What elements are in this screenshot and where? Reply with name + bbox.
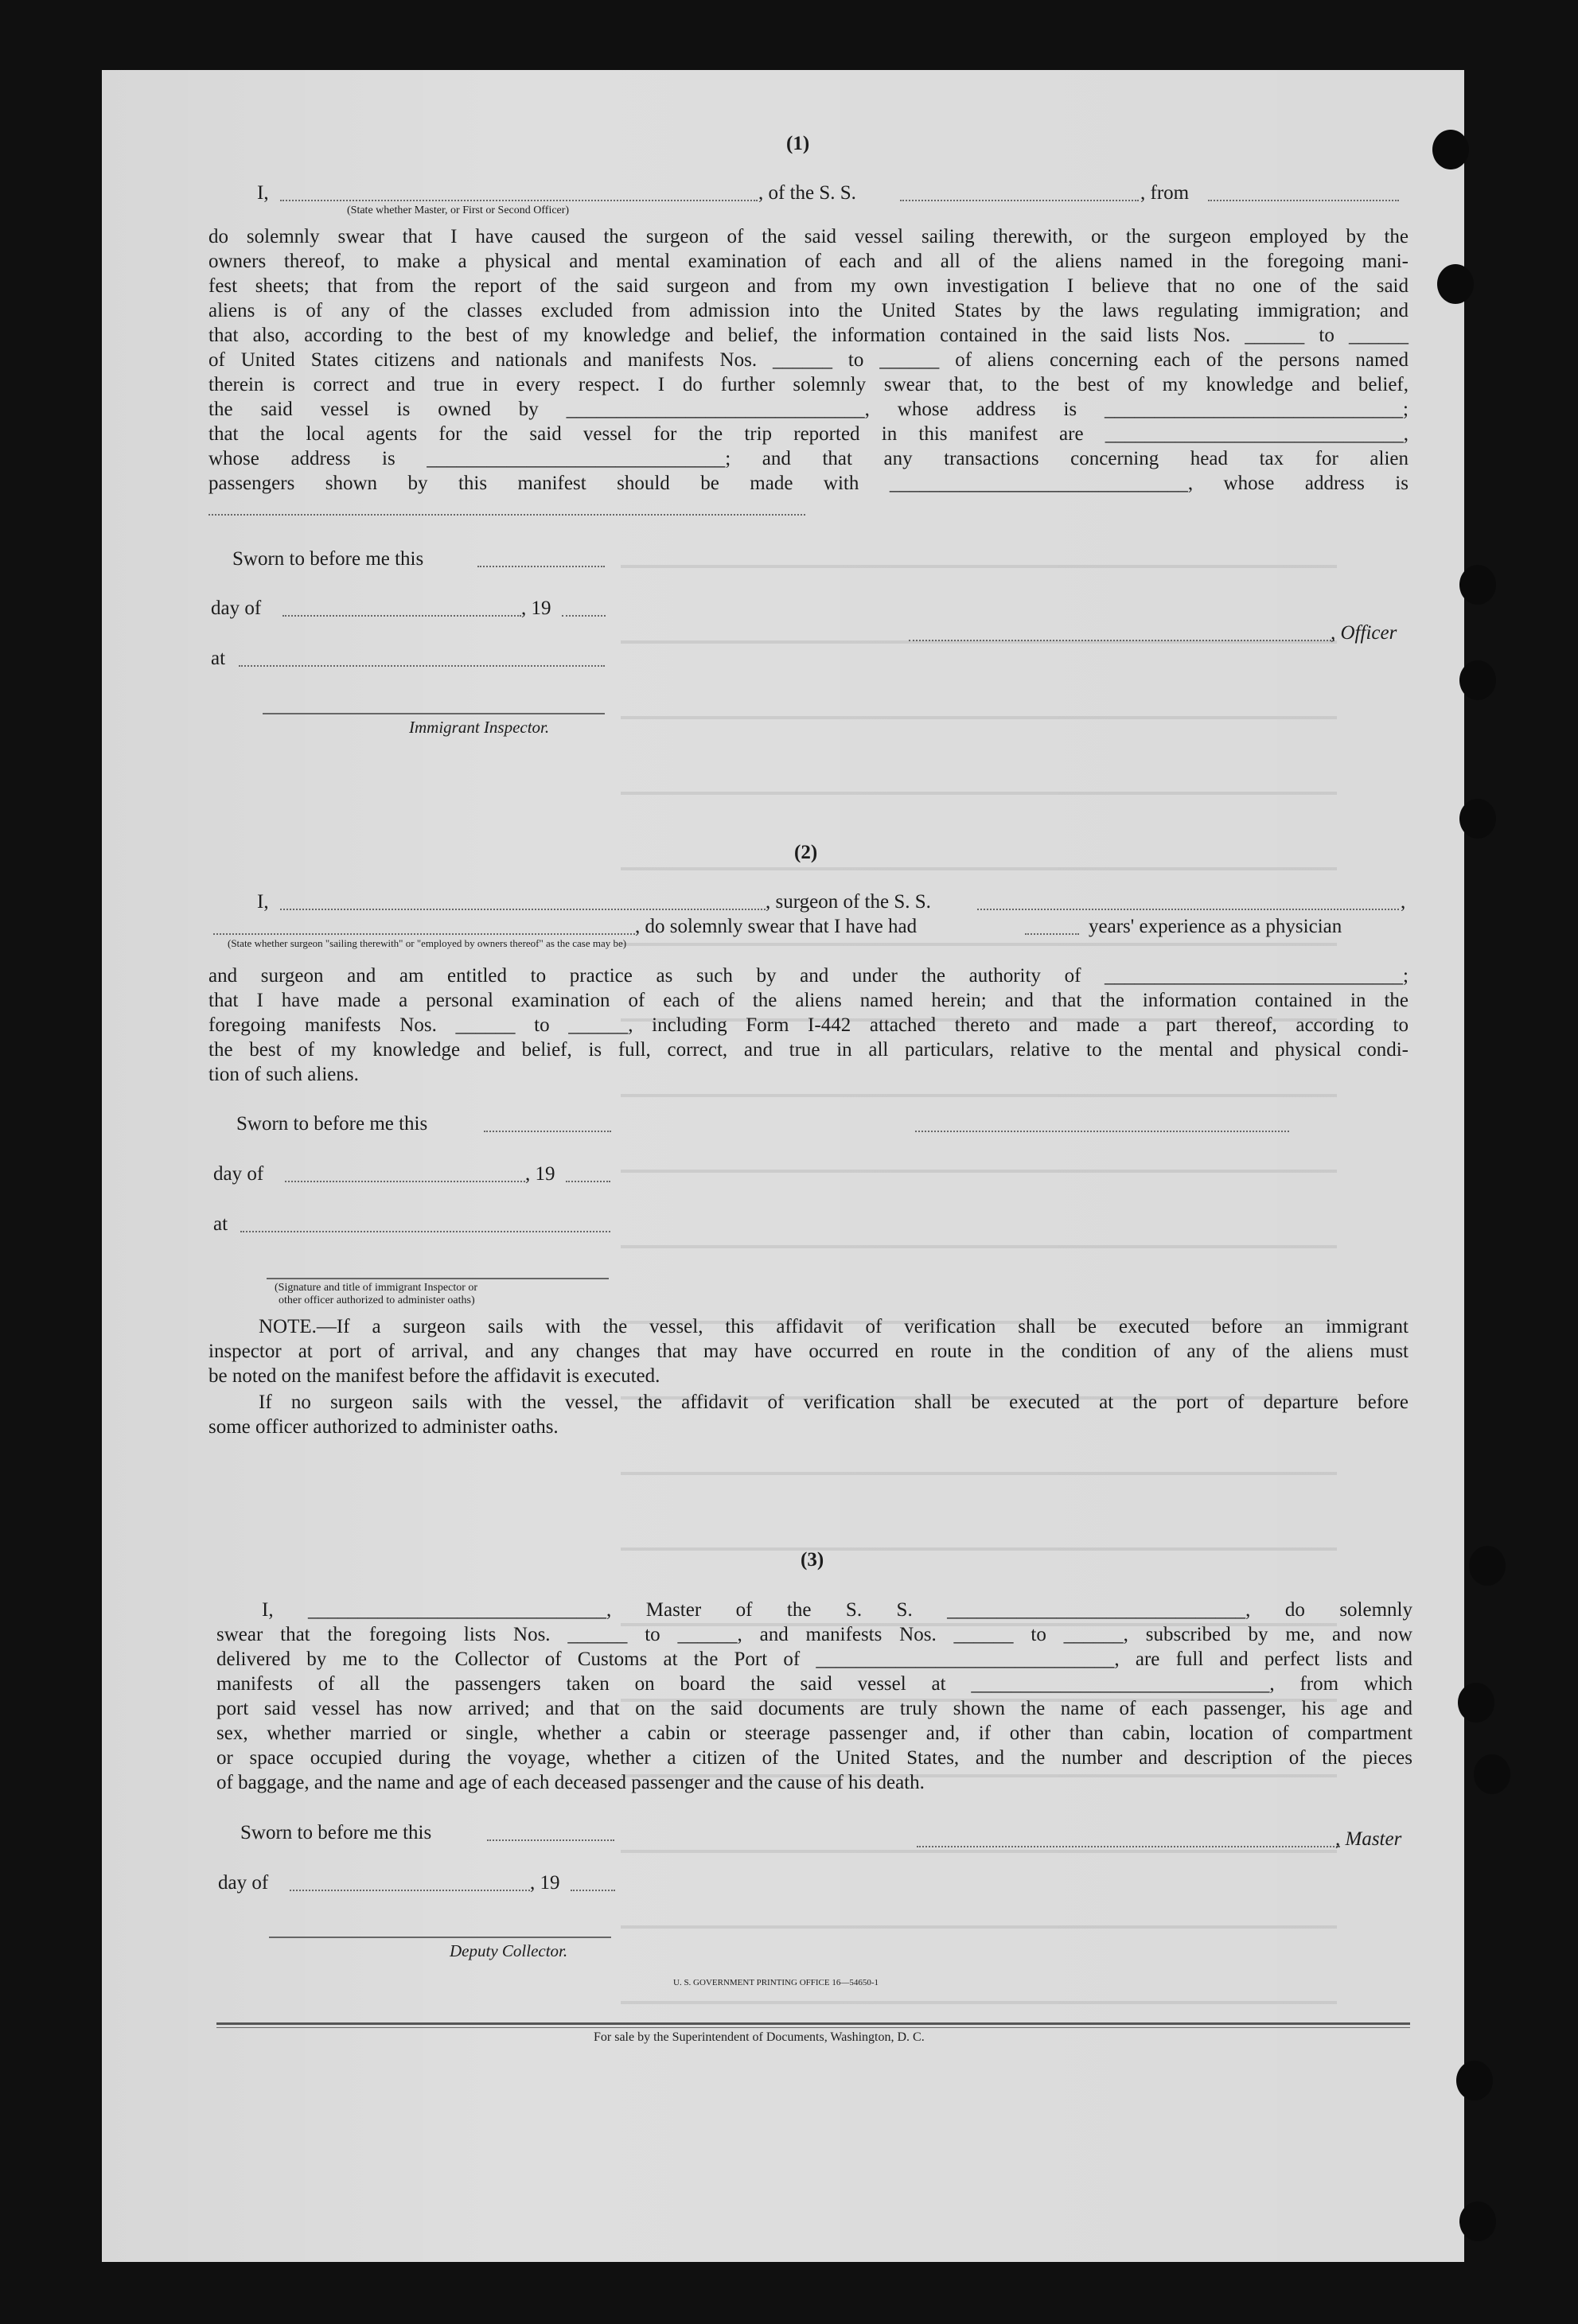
section-1-line: owners thereof, to make a physical and mental examination of each and all of the aliens named in the foregoing mani- (208, 251, 1409, 272)
note-line: NOTE.—If a surgeon sails with the vessel, this affidavit of verification shall be executed before an immigrant (259, 1316, 1409, 1337)
binder-hole (1458, 1683, 1494, 1723)
section-2-line: that I have made a personal examination of each of the aliens named herein; and that the information contained in the (208, 990, 1409, 1011)
note-line: If no surgeon sails with the vessel, the affidavit of verification shall be executed at the port of departure before (259, 1392, 1409, 1413)
section-3-line: manifests of all the passengers taken on board the said vessel at ______________________________, from which (216, 1673, 1412, 1695)
section-2-i-label: I, (257, 891, 269, 913)
vessel-name-line (900, 200, 1139, 201)
year-line (571, 1890, 615, 1891)
years-line (1025, 933, 1079, 935)
section-1-line: that also, according to the best of my knowledge and belief, the information contained in the said lists Nos. ______ to ______ (208, 325, 1409, 346)
section-1-line: fest sheets; that from the report of the said surgeon and from my own investigation I believe that no one of the said (208, 275, 1409, 297)
binder-hole (1459, 2201, 1496, 2241)
master-name-line (280, 200, 758, 201)
at-label: at (213, 1213, 228, 1235)
section-1-line: whose address is ______________________________; and that any transactions concerning head tax for alien (208, 448, 1409, 469)
sworn-line (487, 1839, 614, 1841)
section-1-line: the said vessel is owned by ______________________________, whose address is ______________________________; (208, 399, 1409, 420)
day-of-label: day of (218, 1872, 269, 1894)
binder-hole (1459, 660, 1496, 700)
sworn-label: Sworn to before me this (240, 1822, 432, 1843)
officer-signature-line (909, 640, 1334, 641)
section-1-line: do solemnly swear that I have caused the surgeon of the said vessel sailing therewith, or the surgeon employed by the (208, 226, 1409, 247)
at-label: at (211, 648, 226, 669)
section-1-line: passengers shown by this manifest should be made with ______________________________, whose address is (208, 473, 1409, 494)
section-1-line: aliens is of any of the classes excluded from admission into the United States by the laws regulating immigration; and (208, 300, 1409, 321)
at-line (240, 1231, 610, 1232)
section-2-line: tion of such aliens. (208, 1064, 359, 1085)
swear-label: , do solemnly swear that I have had (635, 916, 918, 937)
section-1-number: (1) (786, 133, 810, 154)
surgeon-witness-line (915, 1131, 1289, 1132)
surgeon-comma: , (1401, 891, 1406, 913)
signature-hint: (Signature and title of immigrant Inspector or (275, 1282, 478, 1294)
section-3-line: delivered by me to the Collector of Customs at the Port of ______________________________, are full and perfect lists and (216, 1649, 1412, 1670)
section-2-line: and surgeon and am entitled to practice as such by and under the authority of ______________________________; (208, 965, 1409, 987)
note-line: inspector at port of arrival, and any changes that may have occurred en route in the condition of any of the aliens must (208, 1341, 1409, 1362)
footer-rule (216, 2022, 1410, 2025)
note-line: be noted on the manifest before the affidavit is executed. (208, 1365, 660, 1387)
gpo-imprint: U. S. GOVERNMENT PRINTING OFFICE 16—54650-1 (673, 1978, 879, 1987)
of-ss-label: , of the S. S. (758, 182, 856, 204)
sale-notice: For sale by the Superintendent of Documents, Washington, D. C. (594, 2030, 925, 2044)
footer-rule (216, 2027, 1410, 2028)
section-3-line: or space occupied during the voyage, whether a citizen of the United States, and the number and description of the pieces (216, 1747, 1412, 1769)
section-1-line: therein is correct and true in every respect. I do further solemnly swear that, to the best of my knowledge and belief, (208, 374, 1409, 395)
role-hint: (State whether Master, or First or Second Officer) (347, 204, 570, 216)
signature-hint: other officer authorized to administer oaths) (279, 1294, 475, 1306)
section-3-line: of baggage, and the name and age of each deceased passenger and the cause of his death. (216, 1772, 925, 1793)
section-3-line: sex, whether married or single, whether a cabin or steerage passenger and, if other than cabin, location of compartment (216, 1723, 1412, 1744)
from-port-line (1208, 200, 1399, 201)
section-3-line: port said vessel has now arrived; and that on the said documents are truly shown the name of each passenger, his age and (216, 1698, 1412, 1719)
section-2-line: foregoing manifests Nos. ______ to ______, including Form I-442 attached thereto and made a part thereof, according to (208, 1014, 1409, 1036)
note-line: some officer authorized to administer oaths. (208, 1416, 559, 1438)
surgeon-role-line (213, 933, 635, 935)
officer-label: , Officer (1331, 622, 1397, 644)
year-label: , 19 (530, 1872, 560, 1894)
sworn-label: Sworn to before me this (232, 548, 424, 570)
year-label: , 19 (521, 598, 551, 619)
experience-label: years' experience as a physician (1089, 916, 1342, 937)
sworn-label: Sworn to before me this (236, 1113, 428, 1135)
year-line (566, 1181, 610, 1182)
from-label: , from (1140, 182, 1190, 204)
collector-signature-line (269, 1937, 611, 1938)
surgeon-hint: (State whether surgeon "sailing therewith" or "employed by owners thereof" as the case may be) (228, 937, 627, 949)
surgeon-vessel-line (977, 909, 1399, 910)
surgeon-name-line (280, 909, 766, 910)
day-line (285, 1181, 525, 1182)
surgeon-of-label: , surgeon of the S. S. (766, 891, 931, 913)
at-line (239, 665, 605, 667)
binder-hole (1437, 264, 1474, 304)
section-3-number: (3) (801, 1549, 824, 1571)
sworn-line (477, 566, 605, 567)
day-of-label: day of (213, 1163, 264, 1185)
year-label: , 19 (525, 1163, 555, 1185)
binder-hole (1459, 565, 1496, 605)
binder-hole (1432, 130, 1469, 169)
section-3-line: swear that the foregoing lists Nos. ______ to ______, and manifests Nos. ______ to ______, subscribed by me, and now (216, 1624, 1412, 1645)
agent-address-line (208, 514, 805, 516)
binder-hole (1469, 1546, 1506, 1586)
day-line (290, 1890, 530, 1891)
collector-label: Deputy Collector. (450, 1941, 568, 1960)
binder-hole (1474, 1754, 1510, 1794)
master-signature-line (917, 1846, 1340, 1847)
section-1-line: of United States citizens and nationals and manifests Nos. ______ to ______ of aliens concerning each of the persons named (208, 349, 1409, 371)
section-1-i-label: I, (257, 182, 269, 204)
day-line (282, 615, 521, 617)
section-2-number: (2) (794, 842, 818, 863)
master-label: , Master (1335, 1828, 1402, 1850)
section-2-line: the best of my knowledge and belief, is full, correct, and true in all particulars, relative to the mental and physical condi- (208, 1039, 1409, 1061)
sworn-line (484, 1131, 611, 1132)
inspector-signature-line (263, 713, 605, 714)
section-1-line: that the local agents for the said vessel for the trip reported in this manifest are ______________________________, (208, 423, 1409, 445)
inspector-label: Immigrant Inspector. (409, 718, 550, 737)
day-of-label: day of (211, 598, 262, 619)
year-line (562, 615, 606, 617)
binder-hole (1456, 2061, 1493, 2100)
binder-hole (1459, 799, 1496, 839)
inspector-signature-line (267, 1278, 609, 1279)
section-3-line: I, ______________________________, Master of the S. S. ______________________________, do solemnly (262, 1599, 1412, 1621)
